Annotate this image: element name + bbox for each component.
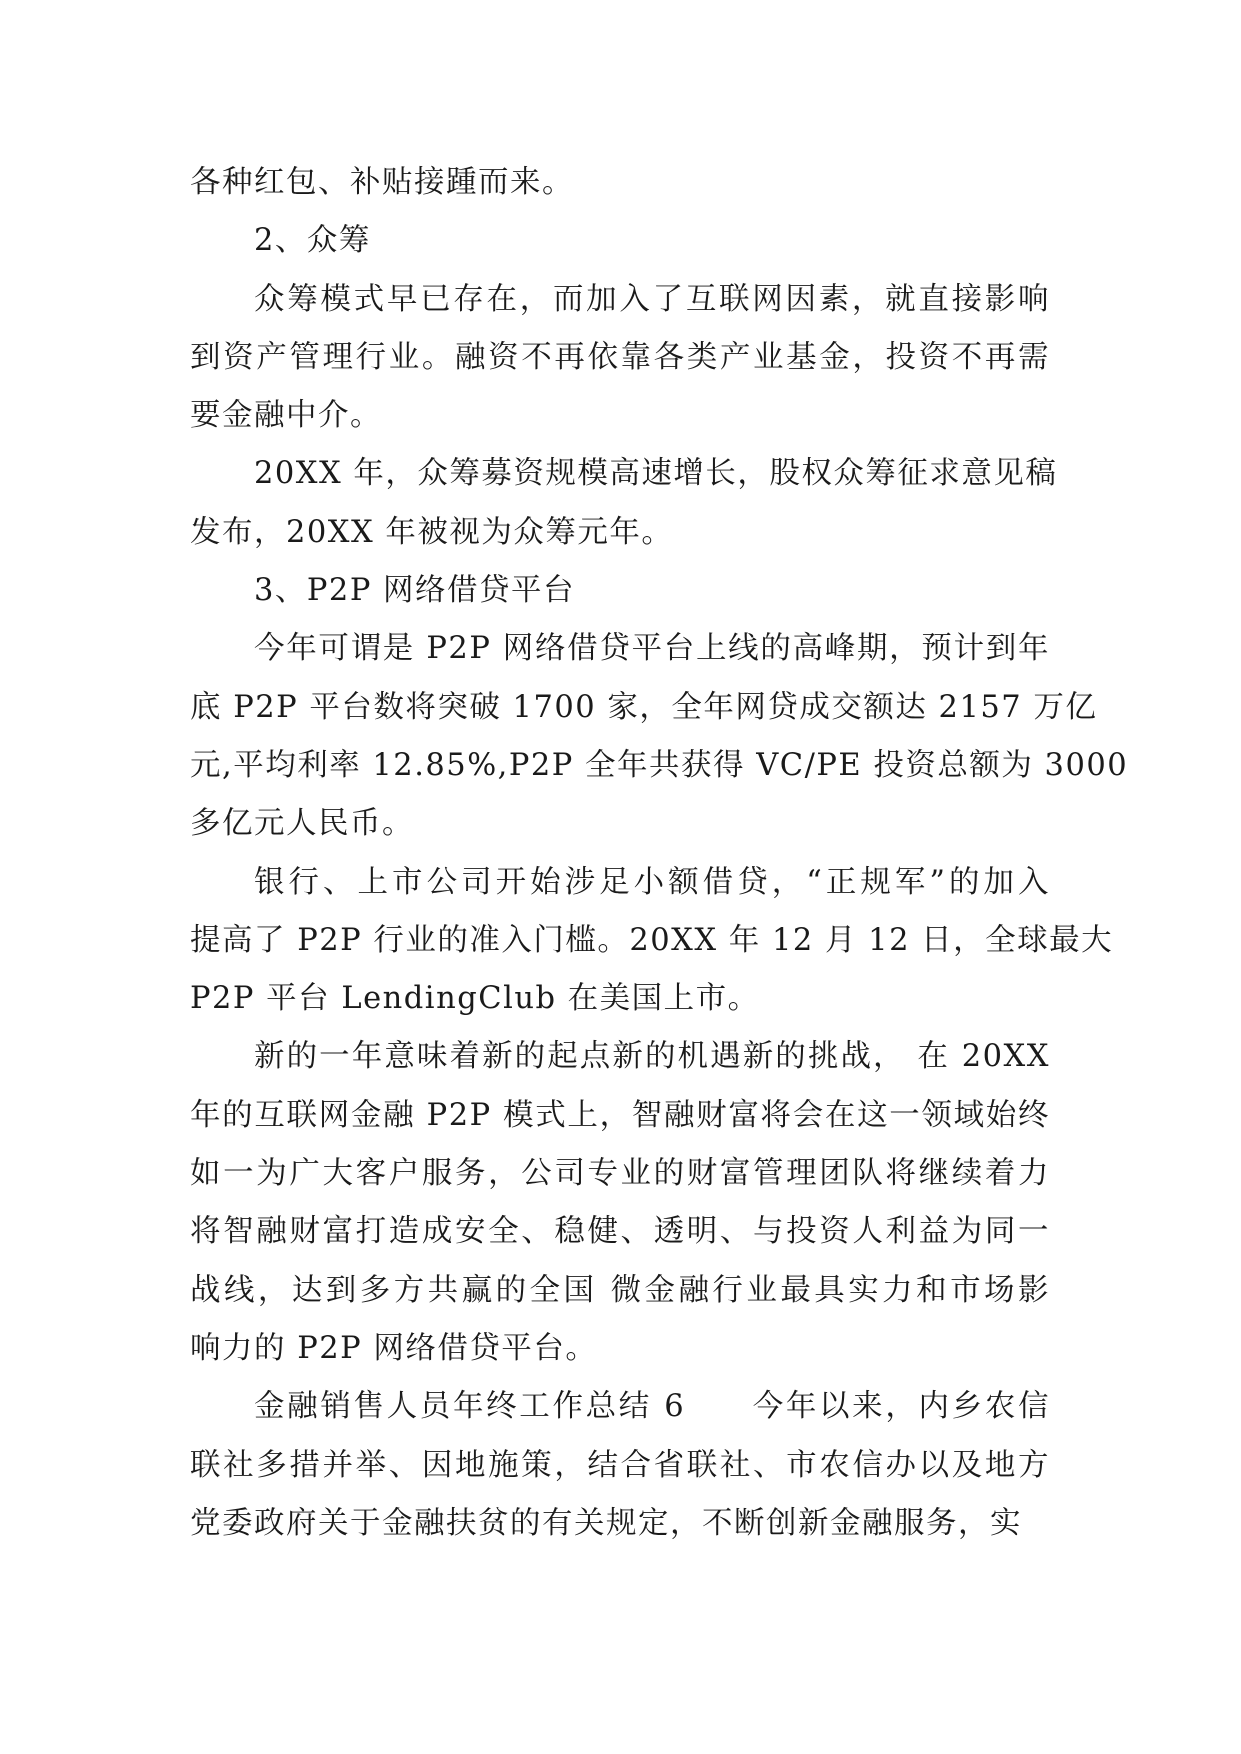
text-line: 响力的 P2P 网络借贷平台。 <box>190 1330 598 1366</box>
paragraph <box>190 1378 1050 1553</box>
text-line: 战线，达到多方共赢的全国 微金融行业最具实力和市场影 <box>190 1272 1050 1308</box>
text-line: 今年可谓是 P2P 网络借贷平台上线的高峰期，预计到年 <box>254 631 1050 667</box>
text-line: 多亿元人民币。 <box>190 806 414 842</box>
text-line: 底 P2P 平台数将突破 1700 家，全年网贷成交额达 2157 万亿 <box>190 689 1098 725</box>
paragraph <box>190 212 1050 270</box>
text-line: 将智融财富打造成安全、稳健、透明、与投资人利益为同一 <box>190 1214 1050 1250</box>
text-line: 年的互联网金融 P2P 模式上，智融财富将会在这一领域始终 <box>190 1097 1050 1133</box>
text-line: 2、众筹 <box>254 223 371 259</box>
text-line: P2P 平台 LendingClub 在美国上市。 <box>190 981 760 1017</box>
paragraph <box>190 1028 1050 1378</box>
text-line: 要金融中介。 <box>190 398 382 434</box>
text-line: 金融销售人员年终工作总结 6 今年以来，内乡农信 <box>254 1389 1050 1425</box>
text-line: 3、P2P 网络借贷平台 <box>254 573 576 609</box>
text-line: 提高了 P2P 行业的准入门槛。20XX 年 12 月 12 日，全球最大 <box>190 922 1114 958</box>
text-line: 到资产管理行业。融资不再依靠各类产业基金，投资不再需 <box>190 339 1050 375</box>
paragraph <box>190 562 1050 620</box>
text-line: 众筹模式早已存在，而加入了互联网因素，就直接影响 <box>254 281 1050 317</box>
text-line: 银行、上市公司开始涉足小额借贷，“正规军”的加入 <box>254 864 1050 900</box>
paragraph <box>190 445 1058 562</box>
paragraph <box>190 854 1114 1029</box>
paragraph <box>190 154 1050 212</box>
text-line: 元,平均利率 12.85%,P2P 全年共获得 VC/PE 投资总额为 3000 <box>190 747 1129 783</box>
paragraph <box>190 271 1050 446</box>
text-line: 党委政府关于金融扶贫的有关规定，不断创新金融服务，实 <box>190 1505 1022 1541</box>
text-line: 如一为广大客户服务，公司专业的财富管理团队将继续着力 <box>190 1156 1050 1192</box>
text-line: 各种红包、补贴接踵而来。 <box>190 165 574 200</box>
paragraph <box>190 620 1129 853</box>
text-line: 联社多措并举、因地施策，结合省联社、市农信办以及地方 <box>190 1447 1050 1483</box>
text-line: 发布，20XX 年被视为众筹元年。 <box>190 514 674 550</box>
text-line: 20XX 年，众筹募资规模高速增长，股权众筹征求意见稿 <box>254 456 1058 492</box>
document-body <box>190 154 1129 1553</box>
text-line: 新的一年意味着新的起点新的机遇新的挑战， 在 20XX <box>254 1039 1050 1075</box>
